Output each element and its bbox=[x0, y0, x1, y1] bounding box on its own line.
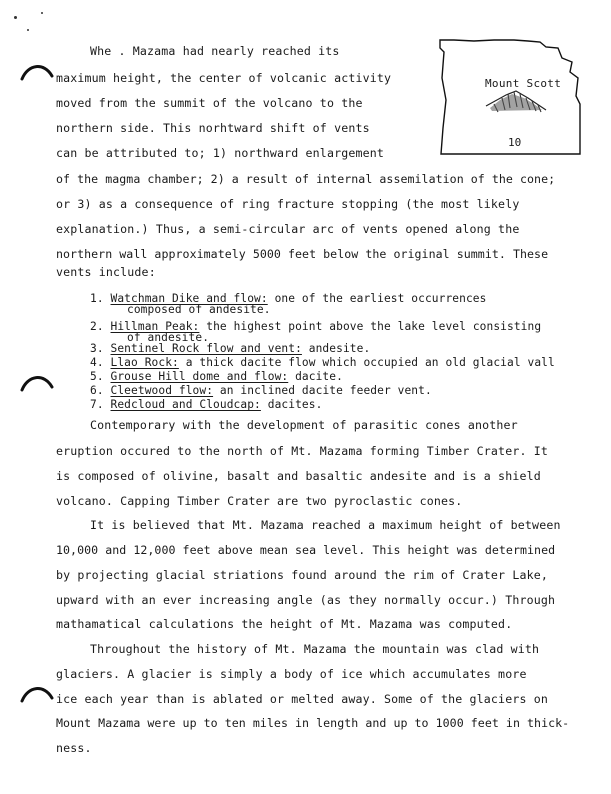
paragraph-line: Contemporary with the development of parasitic cones another bbox=[90, 418, 518, 432]
vent-description: dacites. bbox=[267, 398, 323, 411]
paragraph-line: ice each year than is ablated or melted away. Some of the glaciers on bbox=[56, 692, 548, 706]
binder-punch-mark bbox=[20, 371, 54, 393]
vent-name: Hillman Peak: bbox=[110, 320, 200, 333]
vent-name: Sentinel Rock flow and vent: bbox=[110, 342, 302, 355]
list-item-continuation: of andesite. bbox=[127, 331, 210, 344]
paragraph-line: Whe . Mazama had nearly reached its bbox=[90, 44, 340, 58]
paragraph-line: ness. bbox=[56, 741, 92, 755]
paragraph-line: Throughout the history of Mt. Mazama the mountain was clad with bbox=[90, 642, 540, 656]
list-item bbox=[90, 384, 432, 398]
vent-name: Llao Rock: bbox=[110, 356, 179, 369]
paragraph-line: Mount Mazama were up to ten miles in length and up to 1000 feet in thick- bbox=[56, 716, 570, 730]
list-number: 1. bbox=[90, 292, 104, 305]
paragraph-line: eruption occured to the north of Mt. Mazama forming Timber Crater. It bbox=[56, 444, 548, 458]
vent-name: Watchman Dike and flow: bbox=[110, 292, 268, 305]
paragraph-line: of the magma chamber; 2) a result of internal assemilation of the cone; bbox=[56, 172, 556, 186]
inset-title: Mount Scott bbox=[485, 77, 562, 90]
speck bbox=[41, 12, 43, 14]
binder-punch-mark bbox=[20, 60, 54, 82]
paragraph-line: maximum height, the center of volcanic activity bbox=[56, 71, 392, 85]
speck bbox=[27, 29, 29, 31]
binder-punch-mark bbox=[20, 682, 54, 704]
vent-name: Cleetwood flow: bbox=[110, 384, 214, 397]
list-item bbox=[90, 356, 555, 370]
paragraph-line: mathamatical calculations the height of Mt. Mazama was computed. bbox=[56, 617, 513, 631]
paragraph-line: or 3) as a consequence of ring fracture stopping (the most likely bbox=[56, 197, 520, 211]
paragraph-line: by projecting glacial striations found around the rim of Crater Lake, bbox=[56, 568, 548, 582]
speck bbox=[14, 16, 17, 19]
vent-description: dacite. bbox=[295, 370, 343, 383]
list-number: 5. bbox=[90, 370, 104, 383]
paragraph-line: upward with an ever increasing angle (as they normally occur.) Through bbox=[56, 593, 556, 607]
list-item bbox=[90, 342, 370, 356]
list-item-continuation: composed of andesite. bbox=[127, 303, 271, 316]
paragraph-line: vents include: bbox=[56, 265, 156, 279]
list-number: 6. bbox=[90, 384, 104, 397]
paragraph-line: explanation.) Thus, a semi-circular arc of vents opened along the bbox=[56, 222, 520, 236]
paragraph-line: can be attributed to; 1) northward enlargement bbox=[56, 146, 384, 160]
list-item bbox=[90, 370, 343, 384]
inset-number: 10 bbox=[508, 136, 522, 149]
paragraph-line: moved from the summit of the volcano to the bbox=[56, 96, 363, 110]
paragraph-line: northern wall approximately 5000 feet below the original summit. These bbox=[56, 247, 549, 261]
vent-name: Grouse Hill dome and flow: bbox=[110, 370, 289, 383]
paragraph-line: glaciers. A glacier is simply a body of ice which accumulates more bbox=[56, 667, 527, 681]
vent-description: one of the earliest occurrences bbox=[274, 292, 487, 305]
list-item bbox=[90, 398, 322, 412]
paragraph-line: northern side. This norhtward shift of vents bbox=[56, 121, 370, 135]
paragraph-line: volcano. Capping Timber Crater are two pyroclastic cones. bbox=[56, 494, 463, 508]
list-number: 4. bbox=[90, 356, 104, 369]
list-number: 3. bbox=[90, 342, 104, 355]
vent-description: an inclined dacite feeder vent. bbox=[219, 384, 432, 397]
list-number: 7. bbox=[90, 398, 104, 411]
vent-name: Redcloud and Cloudcap: bbox=[110, 398, 261, 411]
vent-description: andesite. bbox=[308, 342, 371, 355]
vent-description: the highest point above the lake level consisting bbox=[206, 320, 542, 333]
paragraph-line: is composed of olivine, basalt and basaltic andesite and is a shield bbox=[56, 469, 541, 483]
vent-description: a thick dacite flow which occupied an old glacial vall bbox=[185, 356, 555, 369]
paragraph-line: It is believed that Mt. Mazama reached a maximum height of between bbox=[90, 518, 561, 532]
list-number: 2. bbox=[90, 320, 104, 333]
paragraph-line: 10,000 and 12,000 feet above mean sea level. This height was determined bbox=[56, 543, 556, 557]
